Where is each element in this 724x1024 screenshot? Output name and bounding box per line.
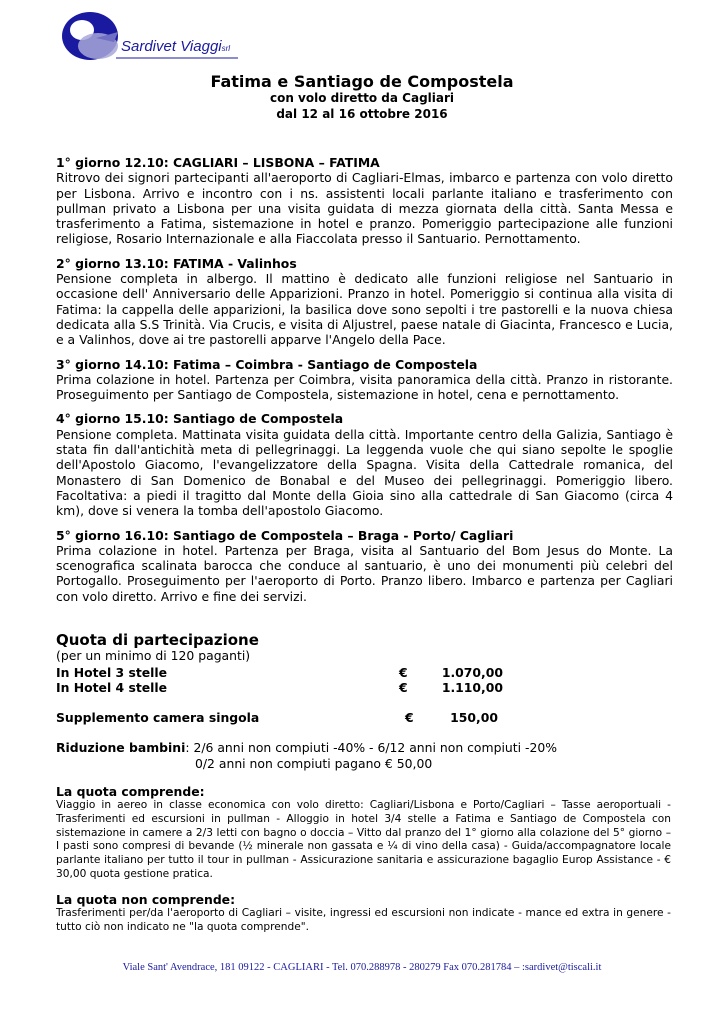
day-heading: 5° giorno 16.10: Santiago de Compostela – Braga - Porto/ Cagliari	[56, 527, 514, 543]
price-amount: 150,00	[450, 710, 498, 725]
child-discount	[56, 740, 557, 755]
day-heading: 2° giorno 13.10: FATIMA - Valinhos	[56, 255, 297, 271]
child-discount-label: Riduzione bambini	[56, 740, 186, 755]
price-note: (per un minimo di 120 paganti)	[56, 648, 251, 663]
child-discount-line1: : 2/6 anni non compiuti -40% - 6/12 anni non compiuti -20%	[185, 740, 557, 755]
price-currency: €	[399, 680, 408, 695]
excludes-text: Trasferimenti per/da l'aeroporto di Cagliari – visite, ingressi ed escursioni non indicate - mance ed extra in genere - tutto ciò non indicato ne "la quota comprende".	[56, 907, 671, 933]
day-heading: 4° giorno 15.10: Santiago de Compostela	[56, 411, 344, 427]
price-currency: €	[399, 665, 408, 680]
day-3	[56, 357, 673, 403]
itinerary	[56, 155, 673, 613]
subtitle-dates: dal 12 al 16 ottobre 2016	[276, 107, 448, 121]
day-5	[56, 528, 673, 604]
company-suffix: srl	[221, 44, 231, 53]
includes-text: Viaggio in aereo in classe economica con volo diretto: Cagliari/Lisbona e Porto/Cagliari – Tasse aeroportuali - Trasferimenti ed escursioni in pullman - Alloggio in hotel 3/4 stelle a Fatima e Santiago de Compostela con sistemazione in camere a 2/3 letti con bagno o doccia – Vitto dal pranzo del 1° giorno alla colazione del 5° giorno – I pasti sono compresi di bevande (½ minerale non gassata e ¼ di vino della casa) - Guida/accompagnatore locale parlante italiano per tutto il tour in pullman - Assicurazione sanitaria e assicurazione bagaglio Europ Assistance - € 30,00 quota gestione pratica.	[56, 799, 671, 880]
includes-heading: La quota comprende:	[56, 784, 205, 799]
price-currency: €	[405, 710, 414, 725]
company-name	[121, 38, 230, 55]
day-heading: 1° giorno 12.10: CAGLIARI – LISBONA – FATIMA	[56, 155, 380, 170]
day-description: Pensione completa. Mattinata visita guidata della città. Importante centro della Galizia, Santiago è stata fin dall'antichità meta di pellegrinaggi. La leggenda vuole che qui siano sepolte le spoglie dell'Apostolo Giacomo, l'evangelizzatore della Spagna. Visita della Cattedrale romanica, del Monastero di San Domenico de Bonabal e del Museo dei pellegrinaggi. Pomeriggio libero. Facoltativa: a piedi il tragitto dal Monte della Gioia sino alla cattedrale di San Giacomo (circa 4 km), dove si venera la tomba dell'apostolo Giacomo.	[56, 426, 673, 519]
day-description: Pensione completa in albergo. Il mattino è dedicato alle funzioni religiose nel Santuario in occasione dell' Anniversario delle Apparizioni. Pranzo in hotel. Pomeriggio si continua alla visita di Fatima: la cappella delle apparizioni, la basilica dove sono sepolti i tre pastorelli e la nuova chiesa dedicata alla S.S Trinità. Via Crucis, e visita di Aljustrel, paese natale di Giacinta, Francesco e Lucia, e a Valinhos, dove ai tre pastorelli apparve l'Angelo della Pace.	[56, 271, 673, 348]
price-amount: 1.110,00	[441, 680, 503, 695]
day-4	[56, 411, 673, 518]
day-heading: 3° giorno 14.10: Fatima – Coimbra - Santiago de Compostela	[56, 356, 478, 372]
child-discount-line2: 0/2 anni non compiuti pagano € 50,00	[195, 756, 433, 771]
day-description: Ritrovo dei signori partecipanti all'aeroporto di Cagliari-Elmas, imbarco e partenza con volo diretto per Lisbona. Arrivo e incontro con i ns. assistenti locali parlante italiano e trasferimento con pullman privato a Lisbona per una visita guidata di mezza giornata della città. Santa Messa e trasferimento a Fatima, sistemazione in hotel e pranzo. Pomeriggio partecipazione alle funzioni religiose, Rosario Internazionale e alla Fiaccolata presso il Santuario. Pernottamento.	[56, 170, 673, 247]
price-row-label: In Hotel 3 stelle	[56, 665, 168, 680]
price-section-title: Quota di partecipazione	[56, 631, 259, 649]
excludes-heading: La quota non comprende:	[56, 892, 236, 907]
price-amount: 1.070,00	[441, 665, 503, 680]
footer-contact: Viale Sant' Avendrace, 181 09122 - CAGLIARI - Tel. 070.288978 - 280279 Fax 070.281784 – :sardivet@tiscali.it	[122, 962, 602, 973]
day-1	[56, 155, 673, 247]
page-title: Fatima e Santiago de Compostela	[210, 72, 514, 91]
price-row-label: Supplemento camera singola	[56, 710, 260, 725]
day-2	[56, 256, 673, 348]
price-row-label: In Hotel 4 stelle	[56, 680, 168, 695]
day-description: Prima colazione in hotel. Partenza per Braga, visita al Santuario del Bom Jesus do Monte. La scenografica scalinata barocca che conduce al santuario, è uno dei monumenti più celebri del Portogallo. Proseguimento per l'aeroporto di Porto. Pranzo libero. Imbarco e partenza per Cagliari con volo diretto. Arrivo e fine dei servizi.	[56, 542, 673, 604]
company-name-text: Sardivet Viaggi	[121, 38, 222, 55]
day-description: Prima colazione in hotel. Partenza per Coimbra, visita panoramica della città. Pranzo in ristorante. Proseguimento per Santiago de Compostela, sistemazione in hotel, cena e pernottamento.	[56, 371, 673, 403]
subtitle-flight: con volo diretto da Cagliari	[269, 91, 455, 105]
